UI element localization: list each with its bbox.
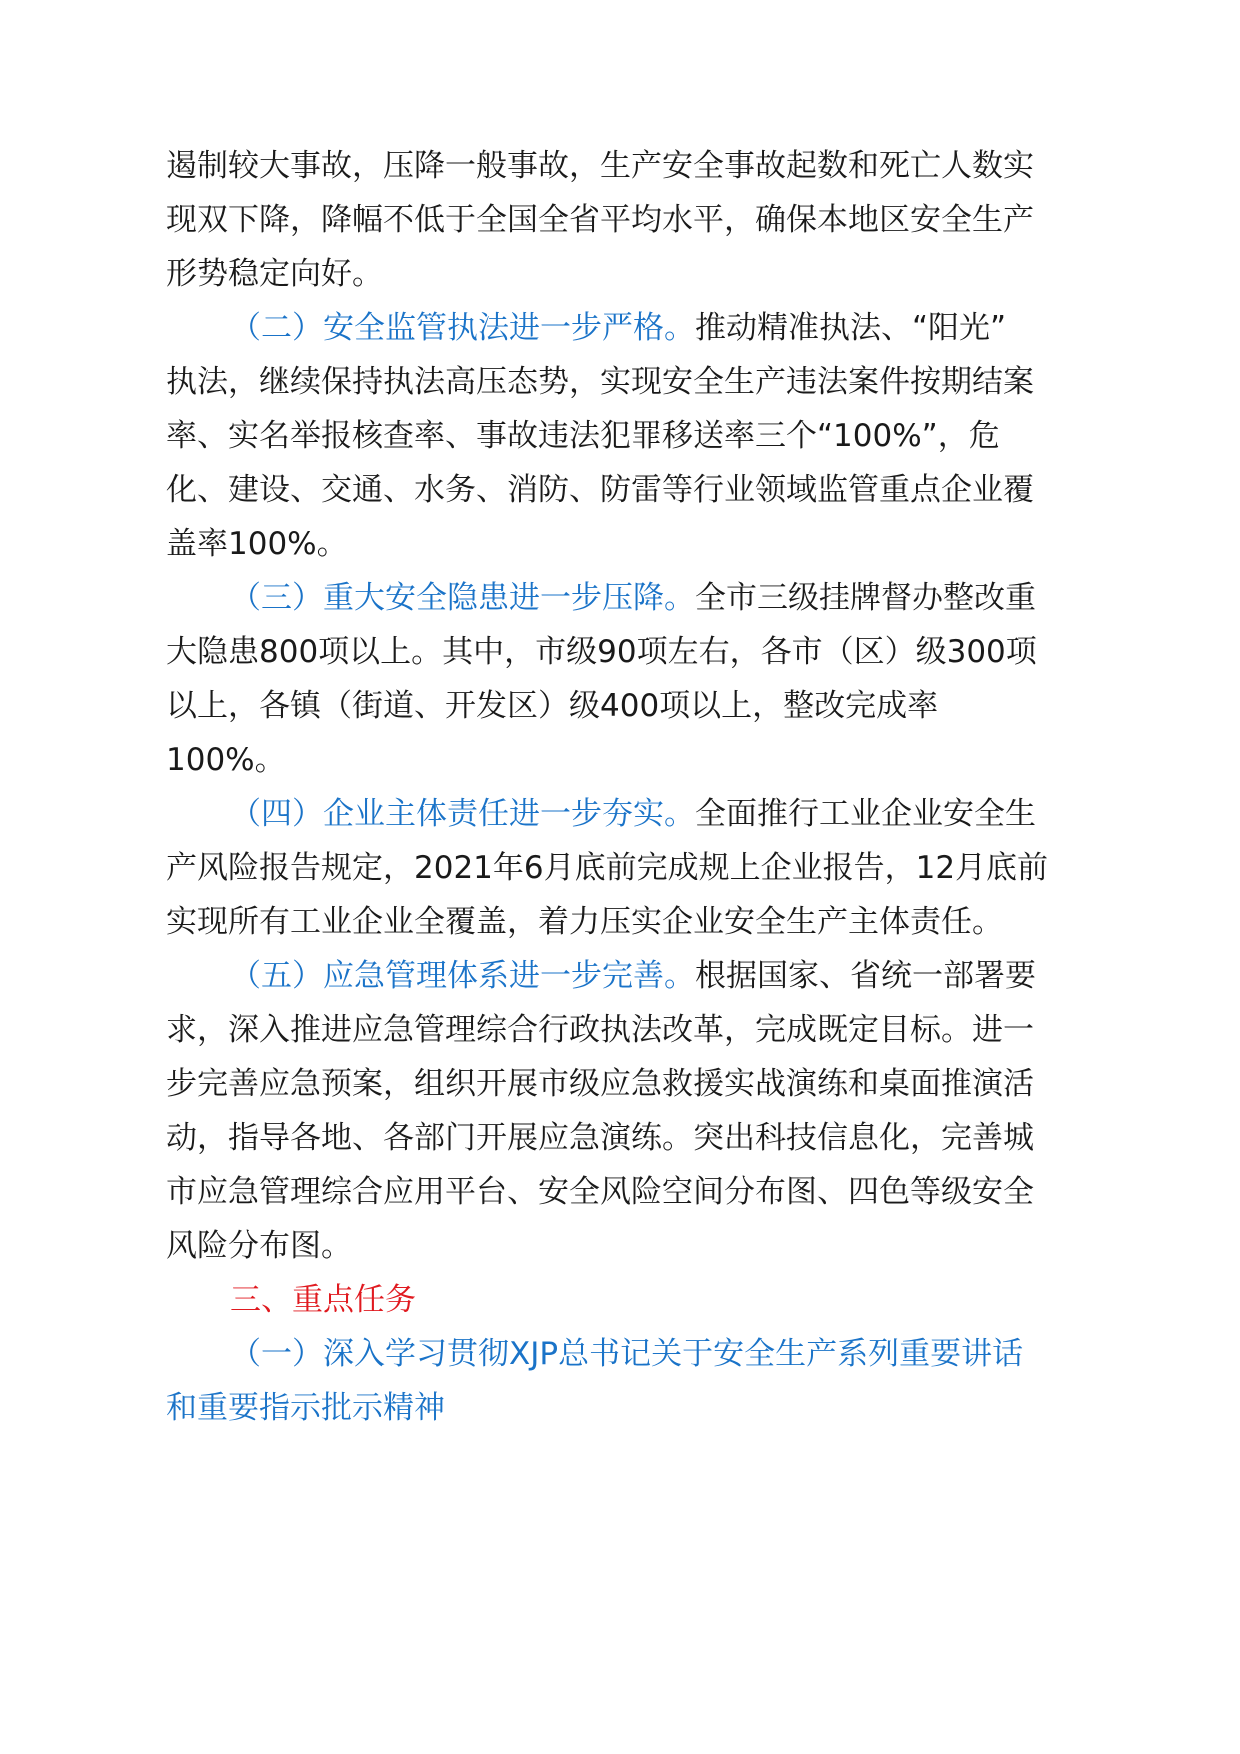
body-text-line: 执法，继续保持执法高压态势，实现安全生产违法案件按期结案 — [166, 364, 1034, 400]
paragraph-body: 全面推行工业企业安全生 — [695, 796, 1036, 832]
body-text-line: 率、实名举报核查率、事故违法犯罪移送率三个“100%”，危 — [166, 418, 1000, 454]
paragraph-body: 根据国家、省统一部署要 — [695, 958, 1036, 994]
paragraph-heading: （四）企业主体责任进一步夯实。 — [230, 796, 695, 832]
paragraph-heading: （五）应急管理体系进一步完善。 — [230, 958, 695, 994]
body-text-line: 大隐患800项以上。其中，市级90项左右，各市（区）级300项 — [166, 634, 1037, 670]
body-text-line: 步完善应急预案，组织开展市级应急救援实战演练和桌面推演活 — [166, 1066, 1034, 1102]
section-heading: 三、重点任务 — [230, 1282, 416, 1318]
subsection-heading: （一）深入学习贯彻XJP总书记关于安全生产系列重要讲话 — [230, 1336, 1024, 1372]
paragraph-body: 推动精准执法、“阳光” — [695, 310, 1007, 346]
body-text-line: 现双下降，降幅不低于全国全省平均水平，确保本地区安全生产 — [166, 202, 1034, 238]
paragraph-heading: （三）重大安全隐患进一步压降。 — [230, 580, 695, 616]
paragraph-first-line — [230, 794, 1036, 834]
body-text-line: 形势稳定向好。 — [166, 256, 383, 292]
paragraph-first-line — [230, 308, 1006, 348]
body-text-line: 100%。 — [166, 742, 286, 778]
body-text-line: 动，指导各地、各部门开展应急演练。突出科技信息化，完善城 — [166, 1120, 1034, 1156]
body-text-line: 市应急管理综合应用平台、安全风险空间分布图、四色等级安全 — [166, 1174, 1034, 1210]
paragraph-body: 全市三级挂牌督办整改重 — [695, 580, 1036, 616]
body-text-line: 实现所有工业企业全覆盖，着力压实企业安全生产主体责任。 — [166, 904, 1003, 940]
body-text-line: 产风险报告规定，2021年6月底前完成规上企业报告，12月底前 — [166, 850, 1049, 886]
body-text-line: 盖率100%。 — [166, 526, 348, 562]
body-text-line: 以上，各镇（街道、开发区）级400项以上，整改完成率 — [166, 688, 939, 724]
body-text-line: 风险分布图。 — [166, 1228, 352, 1264]
body-text-line: 遏制较大事故，压降一般事故，生产安全事故起数和死亡人数实 — [166, 148, 1034, 184]
paragraph-first-line — [230, 956, 1036, 996]
paragraph-heading: （二）安全监管执法进一步严格。 — [230, 310, 695, 346]
paragraph-first-line — [230, 578, 1036, 618]
body-text-line: 化、建设、交通、水务、消防、防雷等行业领域监管重点企业覆 — [166, 472, 1034, 508]
subsection-heading-continued: 和重要指示批示精神 — [166, 1390, 445, 1426]
body-text-line: 求，深入推进应急管理综合行政执法改革，完成既定目标。进一 — [166, 1012, 1034, 1048]
